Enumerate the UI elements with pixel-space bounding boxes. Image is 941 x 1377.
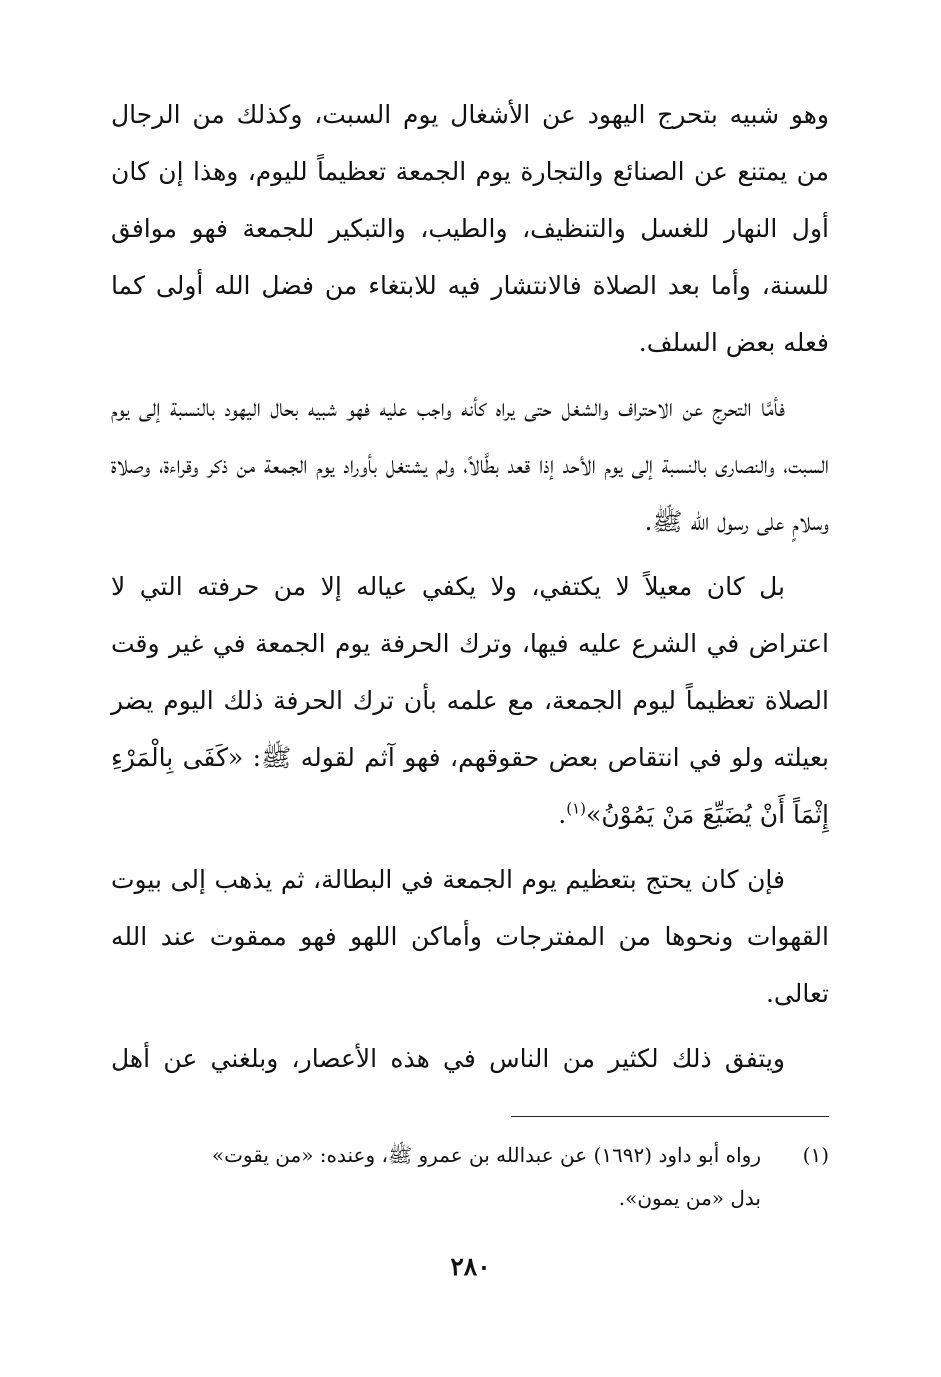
- paragraph-3-end: .: [558, 800, 567, 829]
- main-text: [111, 86, 829, 1095]
- paragraph-5: ويتفق ذلك لكثير من الناس في هذه الأعصار، وبلغني عن أهل: [111, 1044, 785, 1073]
- paragraph-3-text: بل كان معيلاً لا يكتفي، ولا يكفي عياله إلا من حرفته التي لا اعتراض في الشرع عليه فيها، وترك الحرفة يوم الجمعة في غير وقت الصلاة تعظيماً ليوم الجمعة، مع علمه بأن ترك الحرفة ذلك اليوم يضر بعيلته ولو في انتقاص بعض حقوقهم، فهو آثم لقوله ﷺ: «كَفَى بِالْمَرْءِ إِثْمَاً أَنْ يُضَيِّعَ مَنْ يَمُوْنُ»: [111, 572, 829, 829]
- footnotes: [111, 1134, 829, 1220]
- footnote-number: (١): [802, 1143, 829, 1167]
- footnote-1: [111, 1134, 829, 1177]
- page-number: ٢٨٠: [450, 1252, 491, 1281]
- footnote-marker: (١): [566, 799, 587, 818]
- paragraph-3: [111, 558, 829, 843]
- footnote-continuation: بدل «من يمون».: [618, 1186, 761, 1210]
- footnote-divider: [511, 1116, 829, 1117]
- footnote-text: رواه أبو داود (١٦٩٢) عن عبدالله بن عمرو ﷺ، وعنده: «من يقوت»: [211, 1143, 761, 1167]
- paragraph-1: وهو شبيه بتحرج اليهود عن الأشغال يوم السبت، وكذلك من الرجال من يمتنع عن الصنائع والتجارة يوم الجمعة تعظيماً لليوم، وهذا إن كان أول النهار للغسل والتنظيف، والطيب، والتبكير للجمعة فهو موافق للسنة، وأما بعد الصلاة فالانتشار فيه للابتغاء من فضل الله أولى كما فعله بعض السلف.: [111, 100, 829, 357]
- paragraph-2: فأمَّا التحرج عن الاحتراف والشغل حتى يراه كأنه واجب عليه فهو شبيه بحال اليهود بالنسبة إلى يوم السبت، والنصارى بالنسبة إلى يوم الأحد إذا قعد بطَّالاً، ولم يشتغل بأوراد يوم الجمعة من ذكر وقراءة، وصلاة وسلامٍ على رسول الله ﷺ.: [111, 393, 829, 536]
- paragraph-4: فإن كان يحتج بتعظيم يوم الجمعة في البطالة، ثم يذهب إلى بيوت القهوات ونحوها من المفترجات وأماكن اللهو فهو ممقوت عند الله تعالى.: [111, 865, 829, 1008]
